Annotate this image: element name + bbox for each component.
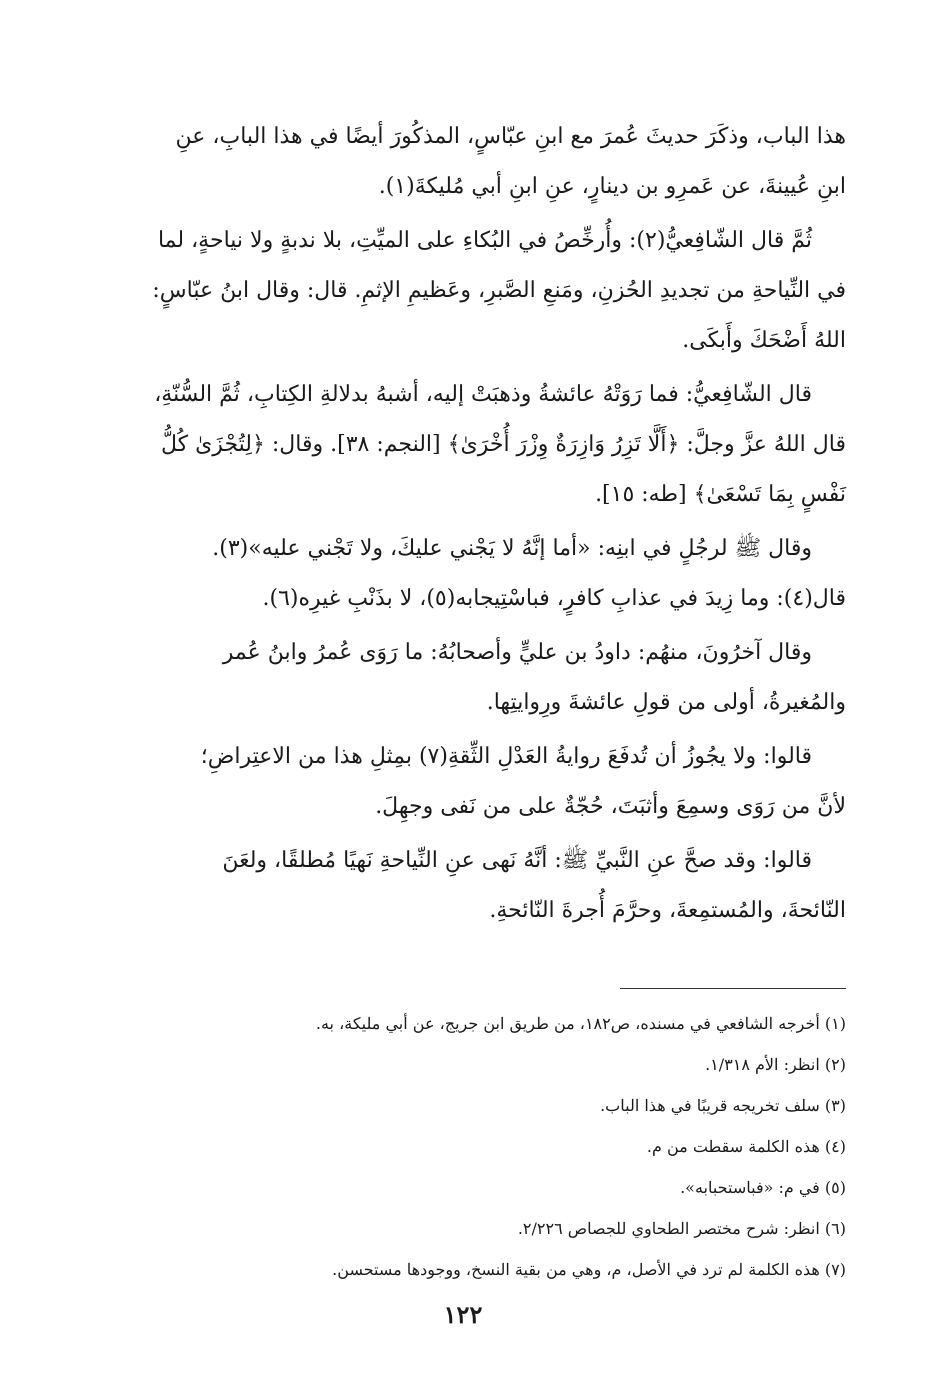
text-line: ابنِ عُيينةَ، عن عَمرِو بن دينارٍ، عنِ ابنِ أبي مُليكةَ(١). — [378, 174, 846, 199]
text-line: قالوا: ولا يجُوزُ أن تُدفَعَ روايةُ العَدْلِ الثِّقةِ(٧) بمِثلِ هذا من الاعتِراضِ؛ — [200, 744, 812, 769]
footnote-separator — [620, 988, 846, 989]
page-number: ١٢٢ — [443, 1300, 483, 1329]
text-line: هذا الباب، وذكَرَ حديثَ عُمرَ مع ابنِ عبّاسٍ، المذكُورَ أيضًا في هذا البابِ، عنِ — [175, 124, 846, 149]
paragraph-6 — [84, 732, 846, 832]
text-line: في النِّياحةِ من تجديدِ الحُزنِ، ومَنعِ الصَّبرِ، وعَظيمِ الإثمِ. قال: وقال ابنُ عبّاسٍ: — [152, 278, 846, 303]
paragraph-1 — [84, 112, 846, 212]
text-line: قال(٤): وما زِيدَ في عذابِ كافرٍ، فباسْتِيجابه(٥)، لا بذَنْبِ غيرِه(٦). — [262, 586, 846, 611]
footnote-7: (٧) هذه الكلمة لم ترد في الأصل، م، وهي من بقية النسخ، ووجودها مستحسن. — [332, 1260, 846, 1279]
footnote-4: (٤) هذه الكلمة سقطت من م. — [646, 1137, 846, 1156]
text-line: النّائحةَ، والمُستمِعةَ، وحرَّمَ أُجرةَ النّائحةِ. — [489, 898, 846, 923]
footnote-5: (٥) في م: «فباستحبابه». — [680, 1178, 846, 1197]
text-line: اللهُ أَضْحَكَ وأَبكَى. — [682, 328, 846, 353]
footnotes — [84, 1003, 846, 1290]
footnote-2: (٢) انظر: الأم ١/٣١٨. — [705, 1055, 846, 1074]
text-line: والمُغيرةُ، أولى من قولِ عائشةَ ورِوايتِها. — [486, 690, 846, 715]
footnote-6: (٦) انظر: شرح مختصر الطحاوي للجصاص ٢/٢٢٦. — [517, 1219, 846, 1238]
text-line: وقال ﷺ لرجُلٍ في ابنِه: «أما إنَّهُ لا يَجْني عليكَ، ولا تَجْني عليه»(٣). — [212, 536, 812, 561]
text-line: قالوا: وقد صحَّ عنِ النَّبيِّ ﷺ: أنَّهُ نَهى عنِ النِّياحةِ نَهيًا مُطلقًا، ولعَنَ — [222, 848, 812, 873]
footnote-3: (٣) سلف تخريجه قريبًا في هذا الباب. — [600, 1096, 846, 1115]
paragraph-2 — [84, 216, 846, 366]
paragraph-4 — [84, 524, 846, 624]
paragraph-3 — [84, 370, 846, 520]
text-line: نَفْسٍ بِمَا تَسْعَىٰ﴾ [طه: ١٥]. — [595, 482, 846, 507]
paragraph-5 — [84, 628, 846, 728]
paragraph-7 — [84, 836, 846, 936]
text-line: ثُمَّ قال الشّافِعيُّ(٢): وأُرخِّصُ في البُكاءِ على الميِّتِ، بلا ندبةٍ ولا نياحةٍ، لما — [157, 228, 812, 253]
main-text — [84, 112, 846, 940]
text-line: قال الشّافِعيُّ: فما رَوَتْهُ عائشةُ وذهبَتْ إليه، أشبهُ بدلالةِ الكِتابِ، ثُمَّ السُّنّةِ، — [154, 382, 812, 407]
footnote-1: (١) أخرجه الشافعي في مسنده، ص١٨٢، من طريق ابن جريج، عن أبي مليكة، به. — [315, 1014, 846, 1033]
text-line: وقال آخرُونَ، منهُم: داودُ بن عليٍّ وأصحابُهُ: ما رَوَى عُمرُ وابنُ عُمر — [222, 640, 812, 665]
text-line: لأنَّ من رَوَى وسمِعَ وأثبَتَ، حُجّةٌ على من نَفى وجهِلَ. — [375, 794, 846, 819]
text-line: قال اللهُ عزَّ وجلَّ: ﴿أَلَّا تَزِرُ وَازِرَةٌ وِزْرَ أُخْرَىٰ﴾ [النجم: ٣٨]. وقال: ﴿لِتُجْزَىٰ كُلُّ — [160, 432, 846, 457]
